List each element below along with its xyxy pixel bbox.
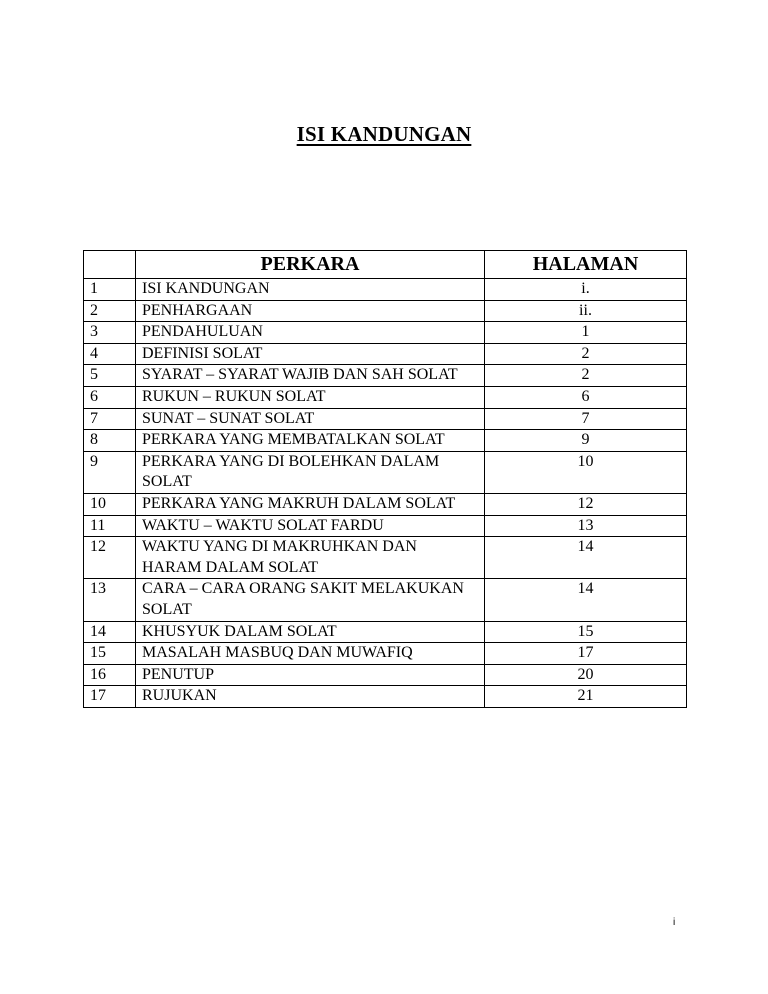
table-row [84, 365, 687, 387]
table-row [84, 579, 687, 621]
row-page: i. [485, 279, 687, 301]
row-number: 17 [84, 686, 136, 708]
row-topic: KHUSYUK DALAM SOLAT [136, 621, 485, 643]
table-row [84, 537, 687, 579]
row-page: 12 [485, 493, 687, 515]
row-number: 4 [84, 343, 136, 365]
row-topic: RUJUKAN [136, 686, 485, 708]
row-page: 17 [485, 643, 687, 665]
row-number: 7 [84, 408, 136, 430]
row-topic: WAKTU – WAKTU SOLAT FARDU [136, 515, 485, 537]
table-row [84, 386, 687, 408]
row-number: 5 [84, 365, 136, 387]
table-row [84, 643, 687, 665]
row-page: ii. [485, 300, 687, 322]
table-row [84, 686, 687, 708]
row-page: 15 [485, 621, 687, 643]
row-page: 2 [485, 343, 687, 365]
page-title: ISI KANDUNGAN [296, 122, 472, 146]
header-page: HALAMAN [485, 251, 687, 279]
row-page: 7 [485, 408, 687, 430]
row-topic: PERKARA YANG MEMBATALKAN SOLAT [136, 430, 485, 452]
row-topic: PERKARA YANG MAKRUH DALAM SOLAT [136, 493, 485, 515]
row-topic: DEFINISI SOLAT [136, 343, 485, 365]
row-page: 2 [485, 365, 687, 387]
header-number [84, 251, 136, 279]
row-number: 6 [84, 386, 136, 408]
row-topic: SUNAT – SUNAT SOLAT [136, 408, 485, 430]
row-page: 14 [485, 579, 687, 621]
row-page: 13 [485, 515, 687, 537]
row-page: 1 [485, 322, 687, 344]
row-topic: PENUTUP [136, 664, 485, 686]
row-number: 15 [84, 643, 136, 665]
row-number: 1 [84, 279, 136, 301]
row-page: 9 [485, 430, 687, 452]
row-number: 14 [84, 621, 136, 643]
row-number: 16 [84, 664, 136, 686]
table-row [84, 515, 687, 537]
row-topic: PERKARA YANG DI BOLEHKAN DALAM SOLAT [136, 451, 485, 493]
row-page: 20 [485, 664, 687, 686]
row-topic: PENHARGAAN [136, 300, 485, 322]
table-row [84, 430, 687, 452]
row-number: 13 [84, 579, 136, 621]
row-topic: SYARAT – SYARAT WAJIB DAN SAH SOLAT [136, 365, 485, 387]
table-row [84, 493, 687, 515]
row-topic: PENDAHULUAN [136, 322, 485, 344]
row-page: 21 [485, 686, 687, 708]
header-topic: PERKARA [136, 251, 485, 279]
row-page: 10 [485, 451, 687, 493]
table-row [84, 408, 687, 430]
row-topic: ISI KANDUNGAN [136, 279, 485, 301]
row-number: 11 [84, 515, 136, 537]
table-row [84, 322, 687, 344]
table-row [84, 279, 687, 301]
table-header-row [84, 251, 687, 279]
row-number: 9 [84, 451, 136, 493]
table-of-contents [83, 250, 687, 708]
row-number: 3 [84, 322, 136, 344]
table-row [84, 300, 687, 322]
row-topic: MASALAH MASBUQ DAN MUWAFIQ [136, 643, 485, 665]
row-topic: CARA – CARA ORANG SAKIT MELAKUKAN SOLAT [136, 579, 485, 621]
row-number: 2 [84, 300, 136, 322]
row-number: 12 [84, 537, 136, 579]
table-row [84, 343, 687, 365]
table-row [84, 664, 687, 686]
row-page: 6 [485, 386, 687, 408]
table-row [84, 451, 687, 493]
row-number: 8 [84, 430, 136, 452]
row-topic: WAKTU YANG DI MAKRUHKAN DAN HARAM DALAM SOLAT [136, 537, 485, 579]
row-page: 14 [485, 537, 687, 579]
table-row [84, 621, 687, 643]
page-number: i [673, 917, 676, 928]
row-number: 10 [84, 493, 136, 515]
row-topic: RUKUN – RUKUN SOLAT [136, 386, 485, 408]
